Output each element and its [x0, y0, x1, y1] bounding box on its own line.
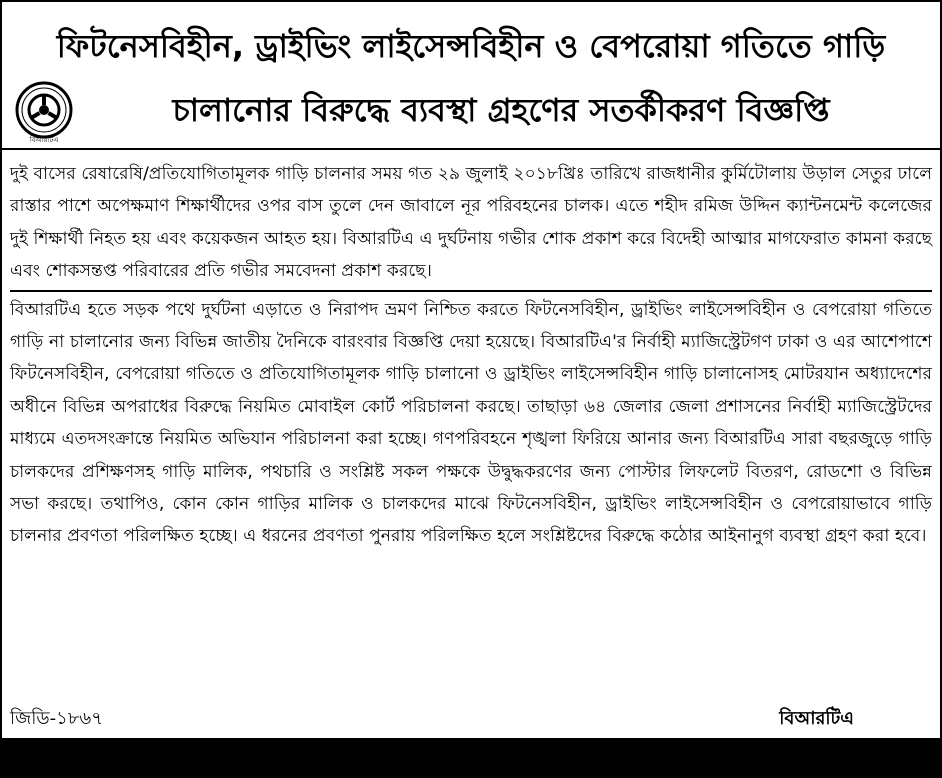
notice-footer [10, 706, 854, 732]
paragraph-incident: দুই বাসের রেষারেষি/প্রতিযোগিতামূলক গাড়ি চালনার সময় গত ২৯ জুলাই ২০১৮খ্রিঃ তারিখে রাজধানীর কুর্মিটোলায় উড়াল সেতুর ঢালে রাস্তার পাশে অপেক্ষমাণ শিক্ষার্থীদের ওপর বাস তুলে দেন জাবালে নূর পরিবহনের চালক। এতে শহীদ রমিজ উদ্দিন ক্যান্টনমেন্ট কলেজের দুই শিক্ষার্থী নিহত হয় এবং কয়েকজন আহত হয়। বিআরটিএ এ দুর্ঘটনায় গভীর শোক প্রকাশ করে বিদেহী আত্মার মাগফেরাত কামনা করছে এবং শোকসন্তপ্ত পরিবারের প্রতি গভীর সমবেদনা প্রকাশ করছে। [10, 164, 932, 282]
gd-number: জিডি-১৮৬৭ [10, 708, 103, 729]
logo-caption: বিআরটিএ [29, 136, 59, 144]
title-line-1: ফিটনেসবিহীন, ড্রাইভিং লাইসেন্সবিহীন ও বেপরোয়া গতিতে গাড়ি [56, 27, 886, 65]
notice-body [2, 150, 940, 553]
issuer-name: বিআরটিএ [779, 708, 854, 729]
notice-header [2, 2, 940, 150]
paragraph-measures: বিআরটিএ হতে সড়ক পথে দুর্ঘটনা এড়াতে ও নিরাপদ ভ্রমণ নিশ্চিত করতে ফিটনেসবিহীন, ড্রাইভিং লাইসেন্সবিহীন ও বেপরোয়া গতিতে গাড়ি না চালানোর জন্য বিভিন্ন জাতীয় দৈনিকে বারংবার বিজ্ঞপ্তি দেয়া হয়েছে। বিআরটিএ'র নির্বাহী ম্যাজিস্ট্রেটগণ ঢাকা ও এর আশেপাশে ফিটনেসবিহীন, বেপরোয়া গতিতে ও প্রতিযোগিতামূলক গাড়ি চালানো ও ড্রাইভিং লাইসেন্সবিহীন গাড়ি চালানোসহ মোটরযান অধ্যাদেশের অধীনে বিভিন্ন অপরাধের বিরুদ্ধে নিয়মিত মোবাইল কোর্ট পরিচালনা করছে। তাছাড়া ৬৪ জেলার জেলা প্রশাসনের নির্বাহী ম্যাজিস্ট্রেটদের মাধ্যমে এতদসংক্রান্তে নিয়মিত অভিযান পরিচালনা করা হচ্ছে। গণপরিবহনে শৃঙ্খলা ফিরিয়ে আনার জন্য বিআরটিএ সারা বছরজুড়ে গাড়ি চালকদের প্রশিক্ষণসহ গাড়ি মালিক, পথচারি ও সংশ্লিষ্ট সকল পক্ষকে উদ্বুদ্ধকরণের জন্য পোস্টার লিফলেট বিতরণ, রোডশো ও বিভিন্ন সভা করছে। তথাপিও, কোন কোন গাড়ির মালিক ও চালকদের মাঝে ফিটনেসবিহীন, ড্রাইভিং লাইসেন্সবিহীন ও বেপরোয়াভাবে গাড়ি চালনার প্রবণতা পরিলক্ষিত হচ্ছে। এ ধরনের প্রবণতা পুনরায় পরিলক্ষিত হলে সংশ্লিষ্টদের বিরুদ্ধে কঠোর আইনানুগ ব্যবস্থা গ্রহণ করা হবে। [10, 290, 932, 553]
title-line-2: চালানোর বিরুদ্ধে ব্যবস্থা গ্রহণের সতর্কীকরণ বিজ্ঞপ্তি [172, 91, 830, 129]
